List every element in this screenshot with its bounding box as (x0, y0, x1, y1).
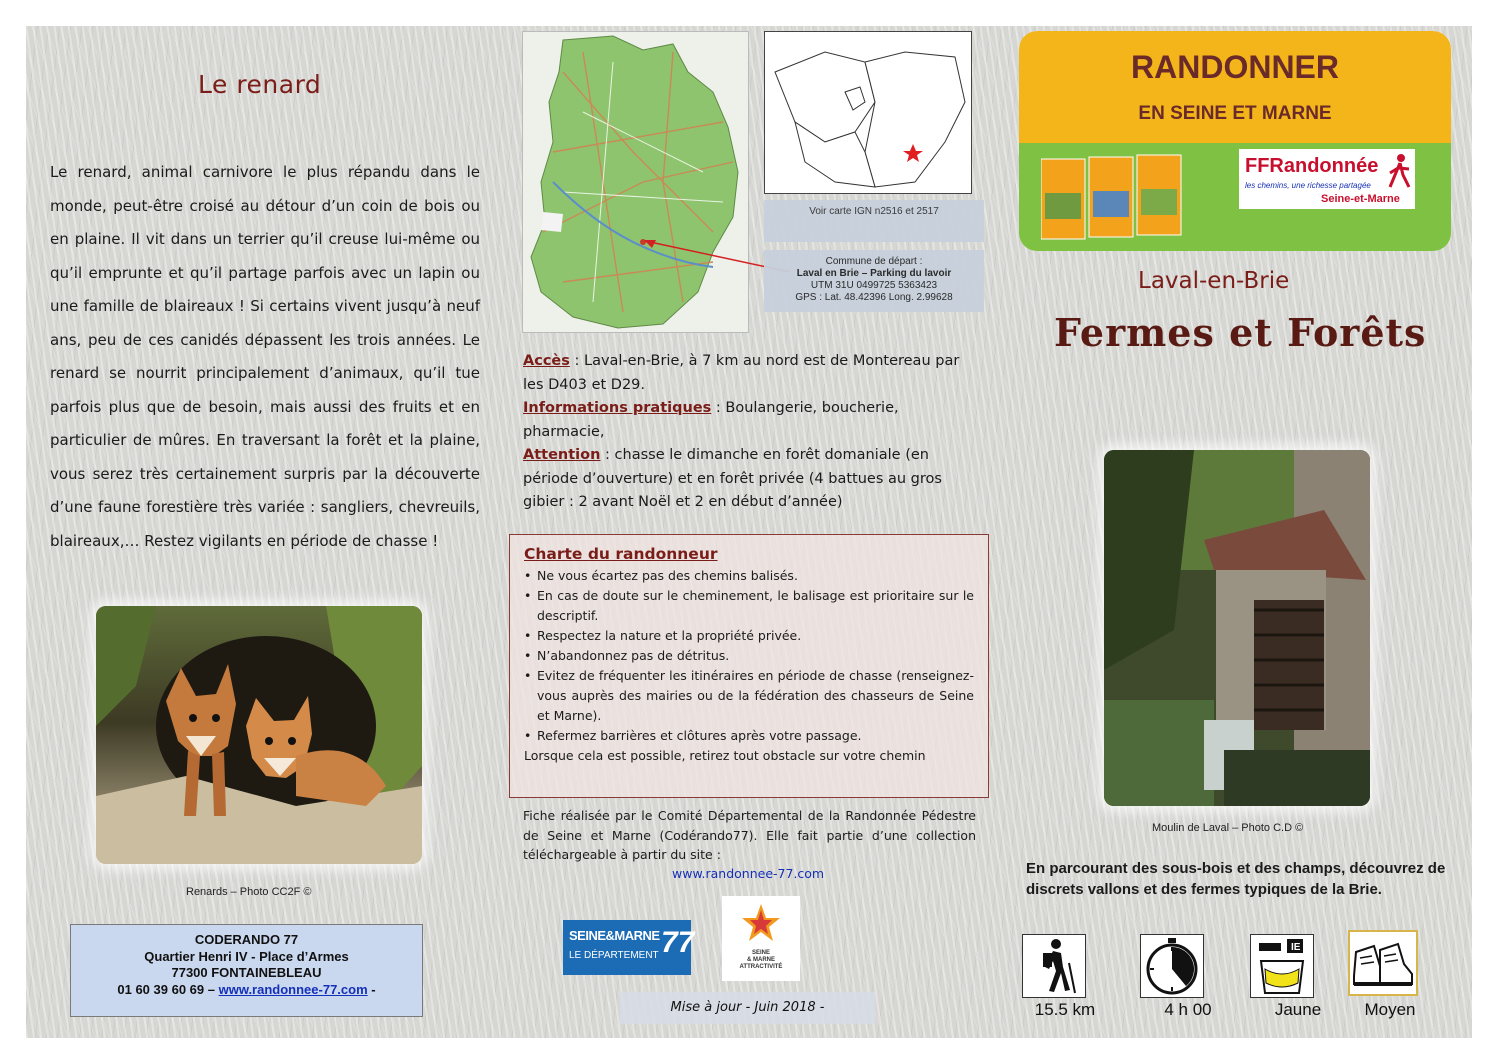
fox-photo-caption: Renards – Photo CC2F © (186, 886, 312, 898)
access-paragraph (523, 350, 979, 397)
ign-map-note: Voir carte IGN n2516 et 2517 (764, 200, 984, 242)
start-gps: GPS : Lat. 48.42396 Long. 2.99628 (795, 292, 953, 303)
contact-box (70, 924, 423, 1017)
department-map (522, 31, 749, 333)
contact-city: 77300 FONTAINEBLEAU (171, 965, 322, 980)
seine-et-marne-map-image (523, 32, 749, 333)
charter-item: • En cas de doute sur le cheminement, le balisage est prioritaire sur le descriptif. (524, 586, 974, 626)
seine-et-marne-attractivite-logo (722, 896, 800, 981)
banner-title: RANDONNER (1131, 49, 1339, 85)
start-label: Commune de départ : (825, 256, 923, 267)
banner-subtitle: EN SEINE ET MARNE (1138, 103, 1332, 124)
ffr-logo-region: Seine-et-Marne (1321, 193, 1400, 205)
practical-text: : Boulangerie, boucherie, pharmacie, (523, 400, 899, 440)
walker-figure-icon (1387, 153, 1413, 193)
dept-logo-number: 77 (661, 926, 695, 959)
contact-address-line: Quartier Henri IV - Place d’Armes (144, 948, 349, 964)
attract-logo-line3: ATTRACTIVITÉ (739, 964, 783, 970)
distance-value: 15.5 km (1034, 1000, 1096, 1019)
warning-text: : chasse le dimanche en forêt domaniale (en période d’ouverture) et en forêt privée (4 battues au gros gibier : 2 avant Noël et 2 en début d’année) (523, 447, 942, 510)
fox-cubs-image (96, 606, 422, 864)
randonner-banner (1019, 31, 1451, 251)
attract-logo-line1: SEINE (751, 950, 770, 956)
town-name: Laval-en-Brie (1138, 268, 1290, 294)
practical-info (523, 350, 979, 515)
region-map (764, 31, 972, 194)
dept-logo-line2: LE DÉPARTEMENT (569, 950, 659, 961)
contact-phone: 01 60 39 60 69 – (117, 981, 215, 997)
ffr-logo-tagline: les chemins, une richesse partagée (1245, 181, 1371, 190)
charter-title: Charte du randonneur (524, 545, 718, 563)
stopwatch-icon (1140, 934, 1204, 998)
start-point-box (764, 250, 984, 312)
charter-item: • Respectez la nature et la propriété privée. (524, 626, 974, 646)
fox-description: Le renard, animal carnivore le plus répandu dans le monde, peut-être croisé au détour d’un coin de bois ou en plaine. Il vit dans un terrier qu’il creuse lui-même ou qu’il emprunte et qu’il partage parfois avec un lapin ou une famille de blaireaux ! Si certains vivent jusqu’à neuf ans, peu de ces canidés dépassent les trois années. Le renard se nourrit principalement d’animaux, qu’il tue parfois plus que de besoin, mais aussi des fruits et en particulier de mûres. En traversant la forêt et la plaine, vous serez très certainement surpris par la découverte d’une faune forestière très variée : sangliers, chevreuils, blaireaux,… Restez vigilants en période de chasse ! (50, 163, 480, 550)
banner-top-band (1019, 31, 1451, 143)
access-label: Accès (523, 353, 570, 369)
attractivite-star-icon (722, 896, 800, 946)
charter-item: • N’abandonnez pas de détritus. (524, 646, 974, 666)
dept-logo-line1: SEINE&MARNE (569, 928, 660, 943)
ffr-logo-name: FFRandonnée (1245, 155, 1379, 177)
credits-text: Fiche réalisée par le Comité Départemental de la Randonnée Pédestre de Seine et Marne (Codérando77). Elle fait partie d’une collection téléchargeable à partir du site : (523, 808, 976, 862)
laval-mill-image (1104, 450, 1370, 806)
update-date: Mise à jour - Juin 2018 - (620, 992, 875, 1024)
fox-photo (96, 606, 422, 864)
paint-bucket-icon (1250, 934, 1314, 998)
access-text: : Laval-en-Brie, à 7 km au nord est de Montereau par les D403 et D29. (523, 353, 960, 393)
seine-et-marne-department-logo (563, 920, 695, 975)
fox-section-title: Le renard (198, 70, 322, 99)
charter-item: • Refermez barrières et clôtures après votre passage. (524, 726, 974, 746)
contact-suffix: - (371, 981, 376, 997)
ffrandonnee-logo (1239, 149, 1415, 209)
difficulty-value: Moyen (1364, 1000, 1416, 1019)
route-tagline: En parcourant des sous-bois et des champs, découvrez de discrets vallons et des fermes typiques de la Brie. (1026, 860, 1446, 898)
start-utm: UTM 31U 0499725 5363423 (810, 280, 938, 291)
hiker-charter-box (509, 534, 989, 798)
mill-photo-caption: Moulin de Laval – Photo C.D © (1152, 822, 1304, 834)
contact-phone-line (71, 982, 422, 999)
charter-item: • Ne vous écartez pas des chemins balisés. (524, 566, 974, 586)
charter-footer: Lorsque cela est possible, retirez tout obstacle sur votre chemin (524, 748, 926, 763)
warning-paragraph (523, 444, 979, 515)
mill-photo (1104, 450, 1370, 806)
svg-text:IE: IE (1291, 942, 1301, 953)
charter-list (524, 566, 974, 746)
contact-website-link[interactable]: www.randonnee-77.com (218, 981, 368, 997)
attract-logo-line2: & MARNE (747, 957, 775, 963)
warning-label: Attention (523, 447, 601, 463)
practical-paragraph (523, 397, 979, 444)
boots-icon (1348, 930, 1418, 996)
duration-value: 4 h 00 (1164, 1000, 1212, 1019)
guidebooks-image (1041, 153, 1201, 241)
charter-item: • Evitez de fréquenter les itinéraires en période de chasse (renseignez-vous auprès des mairies ou de la fédération des chasseurs de Seine et Marne). (524, 666, 974, 726)
ile-de-france-map-image (765, 32, 973, 195)
contact-org: CODERANDO 77 (194, 932, 299, 947)
credits-website-link[interactable]: www.randonnee-77.com (672, 866, 825, 881)
start-place: Laval en Brie – Parking du lavoir (796, 268, 952, 279)
route-title: Fermes et Forêts (1054, 310, 1427, 355)
practical-label: Informations pratiques (523, 400, 712, 416)
marking-color-value: Jaune (1274, 1000, 1322, 1019)
hiker-icon (1022, 934, 1086, 998)
